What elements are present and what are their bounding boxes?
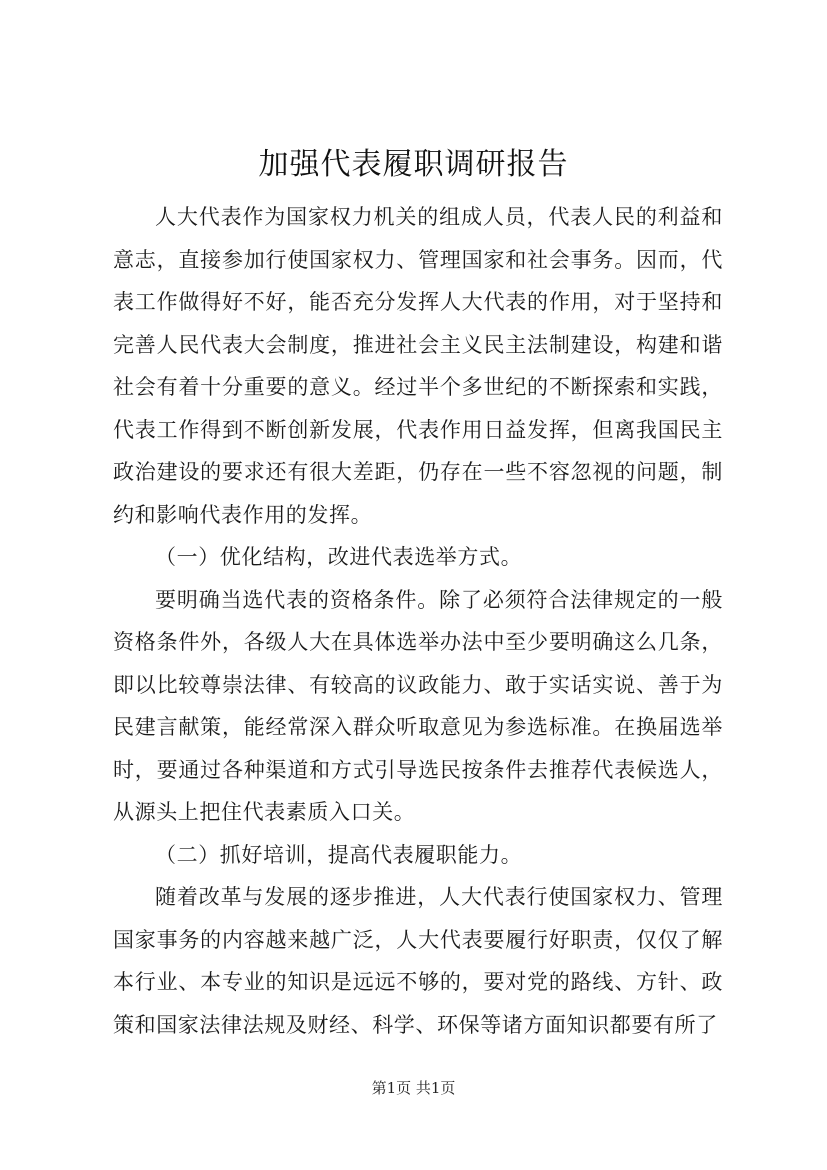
page-footer: 第1页 共1页	[371, 1079, 456, 1097]
document-title: 加强代表履职调研报告	[258, 147, 569, 182]
section-heading-2: （二）抓好培训，提高代表履职能力。	[155, 842, 523, 867]
section-1-paragraph: 要明确当选代表的资格条件。除了必须符合法律规定的一般资格条件外，各级人大在具体选举办法中至少要明确这么几条，即以比较尊崇法律、有较高的议政能力、敢于实话实说、善于为民建言献策，能经常深入群众听取意见为参选标准。在换届选举时，要通过各种渠道和方式引导选民按条件去推荐代表候选人，从源头上把住代表素质入口关。	[113, 587, 723, 824]
intro-paragraph: 人大代表作为国家权力机关的组成人员，代表人民的利益和意志，直接参加行使国家权力、管理国家和社会事务。因而，代表工作做得好不好，能否充分发挥人大代表的作用，对于坚持和完善人民代表大会制度，推进社会主义民主法制建设，构建和谐社会有着十分重要的意义。经过半个多世纪的不断探索和实践，代表工作得到不断创新发展，代表作用日益发挥，但离我国民主政治建设的要求还有很大差距，仍存在一些不容忽视的问题，制约和影响代表作用的发挥。	[113, 205, 723, 527]
section-2-paragraph: 随着改革与发展的逐步推进，人大代表行使国家权力、管理国家事务的内容越来越广泛，人大代表要履行好职责，仅仅了解本行业、本专业的知识是远远不够的，要对党的路线、方针、政策和国家法律法规及财经、科学、环保等诸方面知识都要有所了	[113, 885, 723, 1037]
section-heading-1: （一）优化结构，改进代表选举方式。	[155, 545, 523, 569]
document-body	[113, 196, 723, 1046]
